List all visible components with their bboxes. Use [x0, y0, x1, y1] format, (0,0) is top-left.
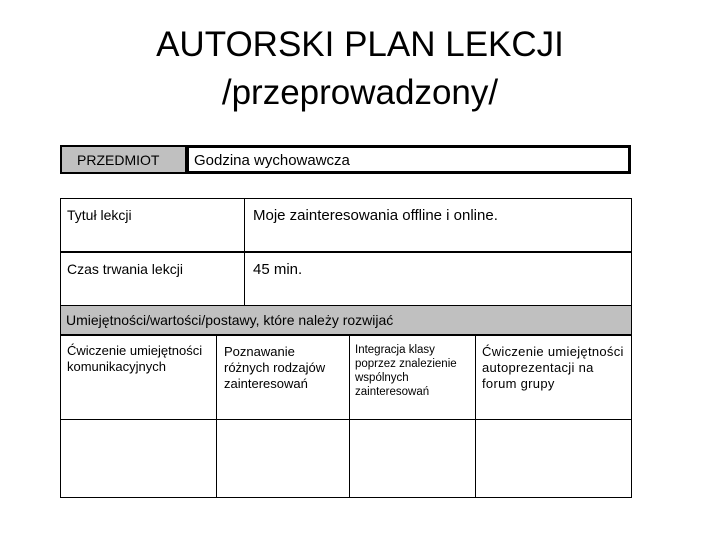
duration-label: Czas trwania lekcji	[67, 261, 183, 277]
lesson-title-value: Moje zainteresowania offline i online.	[253, 207, 498, 224]
lesson-table	[60, 198, 632, 498]
page-subtitle: /przeprowadzony/	[221, 73, 499, 112]
column-divider	[349, 336, 350, 497]
lesson-title-label: Tytuł lekcji	[67, 207, 132, 223]
column-divider	[216, 336, 217, 497]
row-divider	[61, 334, 631, 336]
skill-item: Ćwiczenie umiejętności autoprezentacji na forum grupy	[482, 344, 624, 391]
subject-label: PRZEDMIOT	[77, 152, 160, 168]
subject-label-cell	[60, 145, 187, 174]
row-divider	[61, 251, 631, 253]
page-title: AUTORSKI PLAN LEKCJI	[156, 25, 564, 64]
row-divider	[61, 419, 631, 420]
column-divider	[244, 199, 245, 306]
skill-item: Integracja klasy poprzez znalezienie wspólnych zainteresowań	[355, 344, 457, 398]
duration-value: 45 min.	[253, 261, 303, 278]
column-divider	[475, 336, 476, 497]
skill-item: Ćwiczenie umiejętności komunikacyjnych	[67, 343, 203, 374]
subject-value-cell	[187, 145, 631, 174]
skill-item: Poznawanie różnych rodzajów zainteresowań	[224, 344, 326, 391]
skills-header-cell	[61, 306, 631, 334]
subject-value: Godzina wychowawcza	[194, 152, 350, 169]
skills-header: Umiejętności/wartości/postawy, które należy rozwijać	[66, 312, 394, 328]
